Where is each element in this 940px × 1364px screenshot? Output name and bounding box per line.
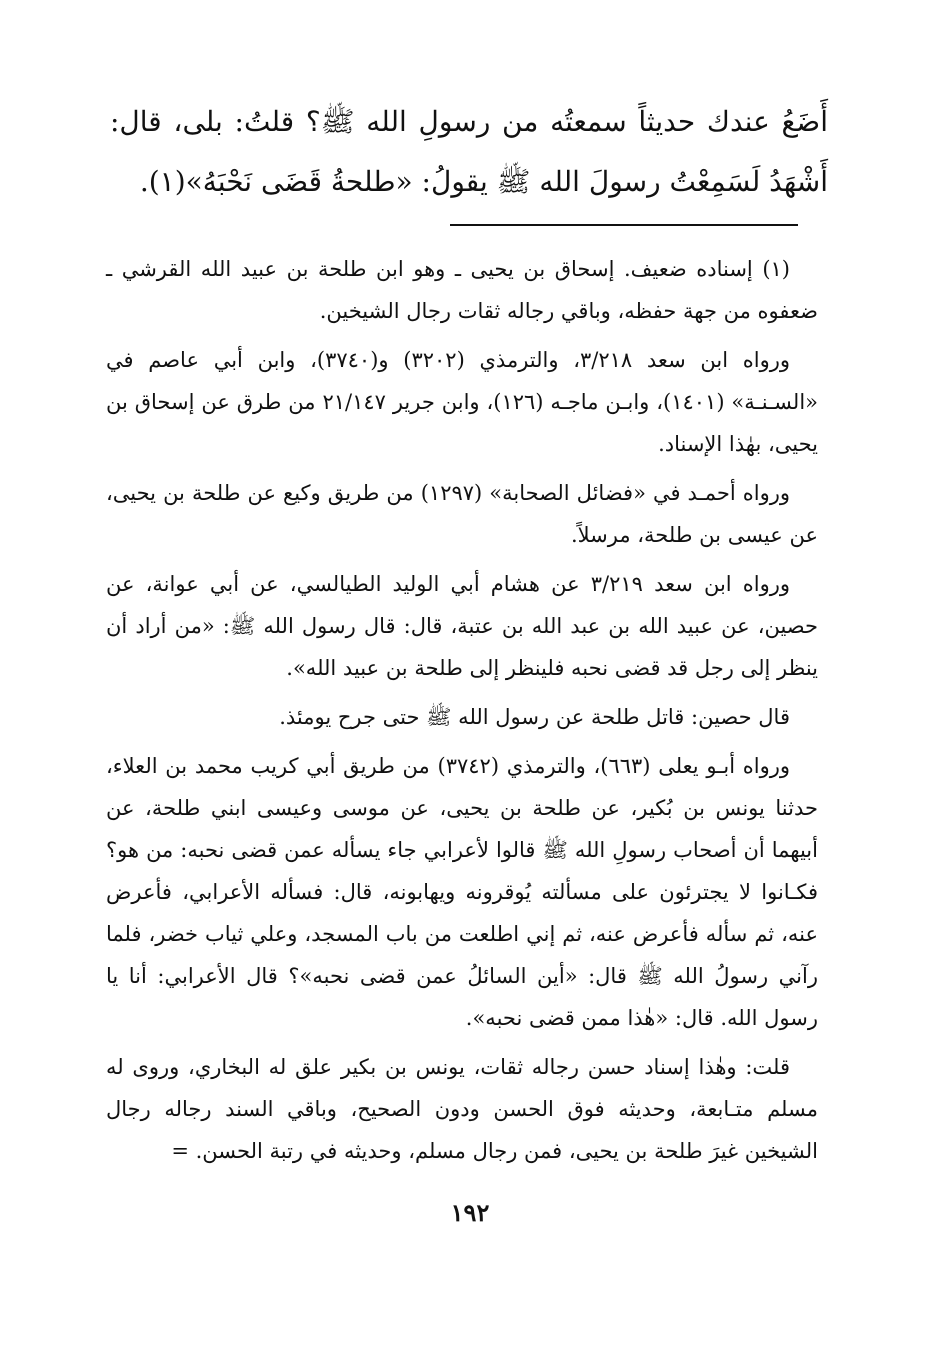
footnote-paragraph: قال حصين: قاتل طلحة عن رسول الله ﷺ حتى جرح يومئذ.: [279, 705, 790, 729]
footnote-paragraph: ورواه أحمـد في «فضائل الصحابة» (١٢٩٧) من طريق وكيع عن طلحة بن يحيى، عن عيسى بن طلحة، مرسلاً.: [106, 481, 818, 547]
footnote-separator: [450, 224, 798, 226]
footnote-paragraph: ورواه ابن سعد ٣/٢١٨، والترمذي (٣٢٠٢) و(٣٧٤٠)، وابن أبي عاصم في «السـنـة» (١٤٠١)، وابـن ماجـه (١٢٦)، وابن جرير ٢١/١٤٧ من طرق عن إسحاق بن يحيى، بهٰذا الإسناد.: [106, 348, 818, 456]
footnote-paragraph: قلت: وهٰذا إسناد حسن رجاله ثقات، يونس بن بكير علق له البخاري، وروى له مسلم متـابعة، وحديثه فوق الحسن ودون الصحيح، وباقي السند رجاله رجال الشيخين غيرَ طلحة بن يحيى، فمن رجال مسلم، وحديثه في رتبة الحسن. =: [106, 1055, 818, 1163]
footnote-paragraph: (١) إسناده ضعيف. إسحاق بن يحيى ـ وهو ابن طلحة بن عبيد الله القرشي ـ ضعفوه من جهة حفظه، وباقي رجاله ثقات رجال الشيخين.: [106, 257, 818, 323]
footnote-paragraph: ورواه أبـو يعلى (٦٦٣)، والترمذي (٣٧٤٢) من طريق أبي كريب محمد بن العلاء، حدثنا يونس بن بُكير، عن طلحة بن يحيى، عن موسى وعيسى ابني طلحة، عن أبيهما أن أصحاب رسولِ الله ﷺ قالوا لأعرابي جاء يسأله عمن قضى نحبه: من هو؟ فكـانوا لا يجترئون على مسألته يُوقرونه ويهابونه، قال: فسأله الأعرابي، فأعرض عنه، ثم سأله فأعرض عنه، ثم إني اطلعت من باب المسجد، وعلي ثياب خضر، فلما رآني رسولُ الله ﷺ قال: «أين السائلُ عمن قضى نحبه»؟ قال الأعرابي: أنا يا رسول الله. قال: «هٰذا ممن قضى نحبه».: [106, 754, 818, 1030]
footnotes: [106, 248, 818, 1179]
footnote-paragraph: ورواه ابن سعد ٣/٢١٩ عن هشام أبي الوليد الطيالسي، عن أبي عوانة، عن حصين، عن عبيد الله بن عبد الله بن عتبة، قال: قال رسول الله ﷺ: «من أراد أن ينظر إلى رجل قد قضى نحبه فلينظر إلى طلحة بن عبيد الله».: [106, 572, 818, 680]
main-text: أَضَعُ عندك حديثاً سمعتُه من رسولِ الله ﷺ؟ قلتُ: بلى، قال: أَشْهَدُ لَسَمِعْتُ رسولَ الله ﷺ يقولُ: «طلحةُ قَضَى نَحْبَهُ»(١).: [110, 105, 828, 198]
page-number: ١٩٢: [450, 1198, 490, 1227]
